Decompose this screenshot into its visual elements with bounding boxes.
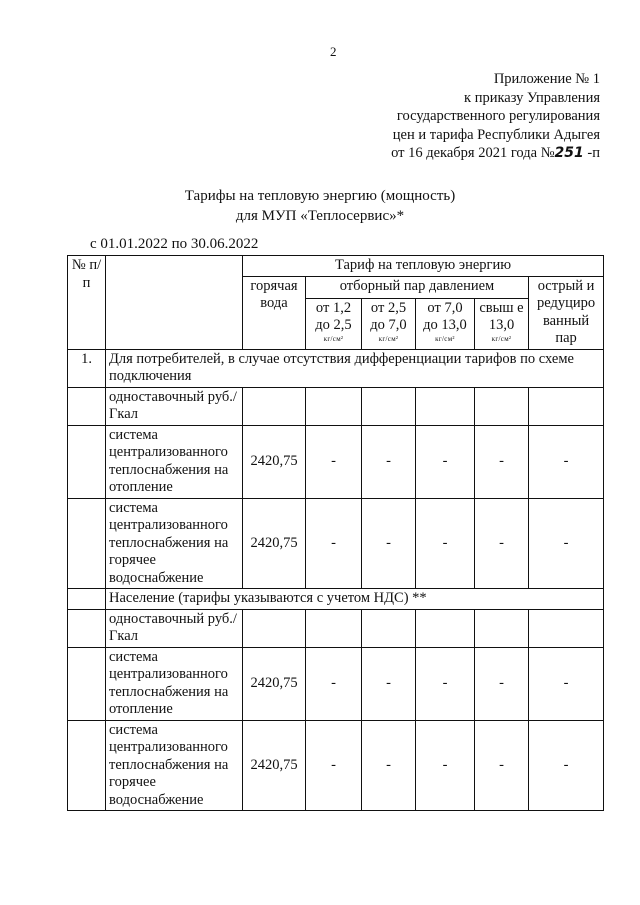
empty-cell	[68, 498, 106, 589]
header-empty	[106, 256, 243, 350]
hot-water-value: 2420,75	[243, 720, 306, 811]
title-line-2: для МУП «Теплосервис»*	[235, 208, 405, 224]
empty-cell	[416, 387, 475, 425]
page-number: 2	[330, 44, 337, 59]
dash-cell: -	[529, 498, 604, 589]
steam-unit: кг/см²	[323, 334, 344, 343]
appendix-line: цен и тарифа Республики Адыгея	[392, 126, 600, 143]
hot-water-value: 2420,75	[243, 425, 306, 498]
section-num	[68, 589, 106, 610]
dash-cell: -	[306, 498, 362, 589]
row-name: система централизованного теплоснабжения на горячее водоснабжение	[106, 720, 243, 811]
order-number: 251	[554, 145, 584, 161]
appendix-date-suffix: -п	[583, 145, 600, 161]
dash-cell: -	[362, 720, 416, 811]
empty-cell	[68, 609, 106, 647]
dash-cell: -	[362, 647, 416, 720]
row-name: система централизованного теплоснабжения на отопление	[106, 425, 243, 498]
header-hot-water: горячая вода	[243, 276, 306, 349]
empty-cell	[243, 609, 306, 647]
header-num: № п/п	[68, 256, 106, 350]
dash-cell: -	[416, 647, 475, 720]
hot-water-value: 2420,75	[243, 498, 306, 589]
section-num: 1.	[68, 349, 106, 387]
steam-unit: кг/см²	[378, 334, 399, 343]
empty-cell	[68, 387, 106, 425]
section-subtitle: одноставочный руб./Гкал	[106, 387, 243, 425]
section-title: Население (тарифы указываются с учетом НДС) **	[106, 589, 604, 610]
empty-cell	[475, 609, 529, 647]
header-steam-col	[416, 298, 475, 349]
appendix-header	[300, 70, 600, 163]
dash-cell: -	[475, 720, 529, 811]
header-tariff-title: Тариф на тепловую энергию	[243, 256, 604, 277]
empty-cell	[68, 425, 106, 498]
dash-cell: -	[362, 498, 416, 589]
dash-cell: -	[416, 720, 475, 811]
steam-unit: кг/см²	[435, 334, 455, 343]
section-title: Для потребителей, в случае отсутствия дифференциации тарифов по схеме подключения	[106, 349, 604, 387]
dash-cell: -	[416, 425, 475, 498]
header-steam-col	[306, 298, 362, 349]
header-steam-col	[475, 298, 529, 349]
header-steam-col	[362, 298, 416, 349]
appendix-date-line	[300, 144, 600, 163]
dash-cell: -	[529, 647, 604, 720]
tariff-table	[67, 255, 604, 811]
empty-cell	[475, 387, 529, 425]
dash-cell: -	[362, 425, 416, 498]
appendix-line: Приложение № 1	[493, 71, 600, 87]
empty-cell	[243, 387, 306, 425]
empty-cell	[306, 609, 362, 647]
dash-cell: -	[475, 425, 529, 498]
header-sharp-steam: острый и редуциро ванный пар	[529, 276, 604, 349]
row-name: система централизованного теплоснабжения на горячее водоснабжение	[106, 498, 243, 589]
dash-cell: -	[306, 647, 362, 720]
row-name: система централизованного теплоснабжения на отопление	[106, 647, 243, 720]
dash-cell: -	[475, 647, 529, 720]
dash-cell: -	[306, 720, 362, 811]
dash-cell: -	[529, 425, 604, 498]
dash-cell: -	[306, 425, 362, 498]
empty-cell	[362, 387, 416, 425]
empty-cell	[529, 609, 604, 647]
appendix-date-prefix: от 16 декабря 2021 года №	[391, 145, 555, 161]
empty-cell	[68, 720, 106, 811]
empty-cell	[529, 387, 604, 425]
dash-cell: -	[529, 720, 604, 811]
document-title	[0, 186, 640, 226]
header-steam-title: отборный пар давлением	[306, 276, 529, 298]
empty-cell	[68, 647, 106, 720]
dash-cell: -	[416, 498, 475, 589]
steam-range: от 7,0 до 13,0	[423, 299, 467, 334]
appendix-line: к приказу Управления	[464, 89, 600, 106]
appendix-line: государственного регулирования	[396, 108, 600, 124]
empty-cell	[416, 609, 475, 647]
period: с 01.01.2022 по 30.06.2022	[90, 236, 259, 252]
dash-cell: -	[475, 498, 529, 589]
steam-range: от 2,5 до 7,0	[370, 299, 407, 334]
section-subtitle: одноставочный руб./Гкал	[106, 609, 243, 647]
steam-unit: кг/см²	[491, 334, 512, 343]
steam-range: от 1,2 до 2,5	[315, 299, 352, 334]
empty-cell	[306, 387, 362, 425]
steam-range: свыш е 13,0	[479, 299, 524, 334]
title-line-1: Тарифы на тепловую энергию (мощность)	[184, 188, 456, 204]
hot-water-value: 2420,75	[243, 647, 306, 720]
empty-cell	[362, 609, 416, 647]
